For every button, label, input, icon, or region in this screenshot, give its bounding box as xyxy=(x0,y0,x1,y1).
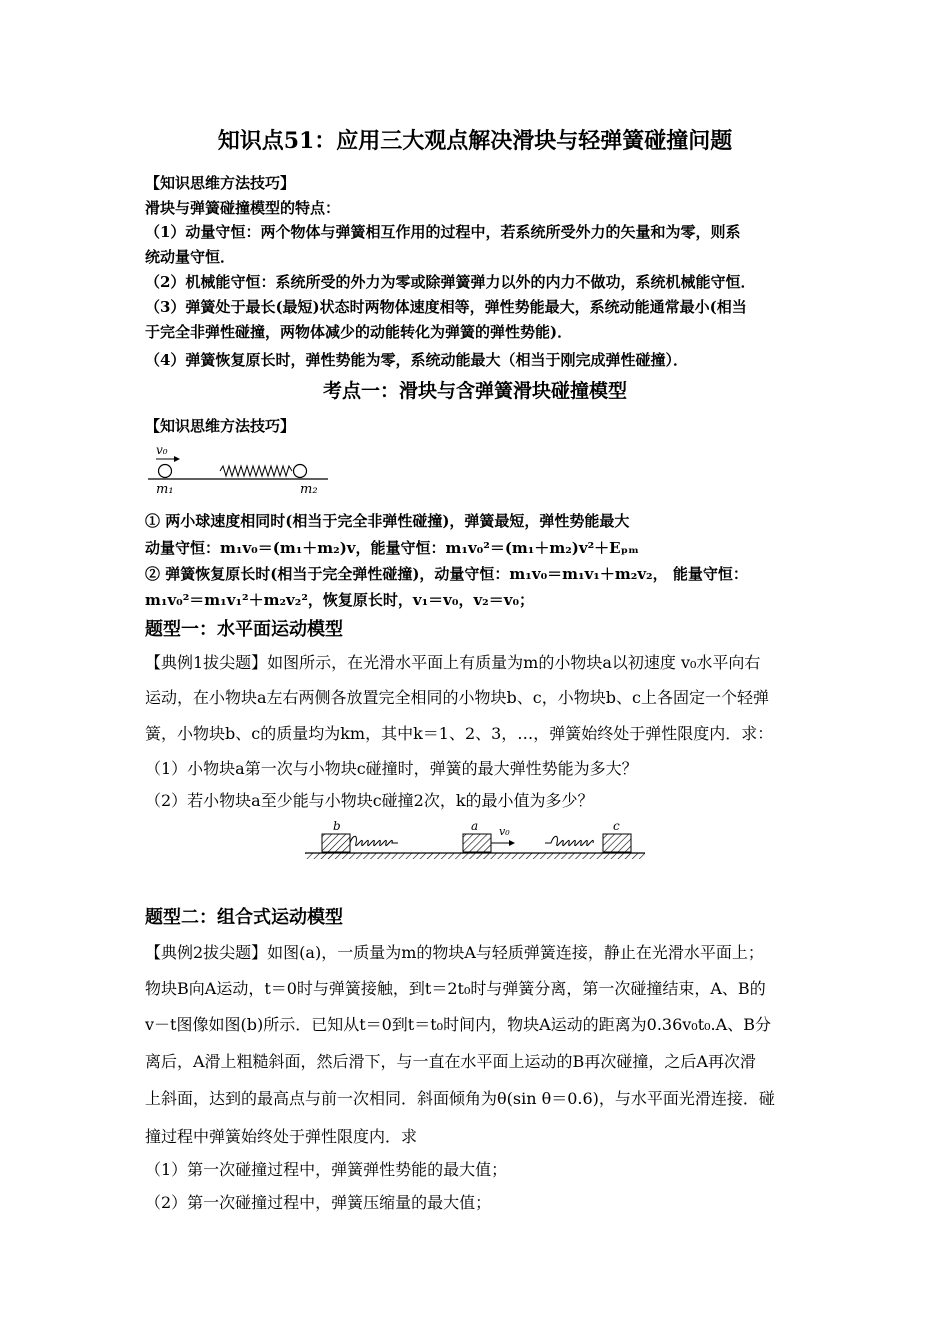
spring-b xyxy=(350,836,398,845)
intro-line: 于完全非弹性碰撞，两物体减少的动能转化为弹簧的弹性势能)． xyxy=(145,323,573,341)
velocity-arrowhead-a xyxy=(509,840,515,846)
example2-line: 物块B向A运动，t＝0时与弹簧接触，到t＝2t₀时与弹簧分离，第一次碰撞结束，A、B的 xyxy=(145,979,766,998)
label-a: a xyxy=(471,819,479,833)
method-tag: 【知识思维方法技巧】 xyxy=(145,174,296,192)
intro-line: 滑块与弹簧碰撞模型的特点： xyxy=(145,199,341,217)
example2-question: （2）第一次碰撞过程中，弹簧压缩量的最大值； xyxy=(145,1193,492,1212)
example1-line: 簧，小物块b、c的质量均为km，其中k＝1、2、3，…，弹簧始终处于弹性限度内．求： xyxy=(145,724,774,743)
sec1-line: ② 弹簧恢复原长时(相当于完全弹性碰撞)，动量守恒：m₁v₀＝m₁v₁＋m₂v₂， 能量守恒： xyxy=(145,565,748,583)
spring xyxy=(220,466,292,476)
spring-c xyxy=(545,836,593,845)
example1-question: （2）若小物块a至少能与小物块c碰撞2次，k的最小值为多少？ xyxy=(145,791,594,810)
intro-line: 统动量守恒． xyxy=(145,248,236,266)
label-c: c xyxy=(613,819,620,833)
label-m2: m₂ xyxy=(300,482,318,497)
sec1-line: 动量守恒：m₁v₀＝(m₁＋m₂)v，能量守恒：m₁v₀²＝(m₁＋m₂)v²＋Eₚₘ xyxy=(145,539,640,557)
sec1-line: m₁v₀²＝m₁v₁²＋m₂v₂²，恢复原长时，v₁＝v₀，v₂＝v₀； xyxy=(145,591,535,609)
velocity-label-a: v₀ xyxy=(499,825,510,838)
example2-line: v－t图像如图(b)所示．已知从t＝0到t＝t₀时间内，物块A运动的距离为0.36v₀t₀.A、B分 xyxy=(145,1015,771,1034)
velocity-label: v₀ xyxy=(156,443,168,457)
intro-line: （2）机械能守恒：系统所受的外力为零或除弹簧弹力以外的内力不做功，系统机械能守恒． xyxy=(145,273,756,291)
label-b: b xyxy=(333,819,341,833)
ground-hatch xyxy=(305,853,645,859)
block-c xyxy=(603,834,631,852)
ball-m1 xyxy=(159,465,172,478)
intro-line: （1）动量守恒：两个物体与弹簧相互作用的过程中，若系统所受外力的矢量和为零，则系 xyxy=(145,223,741,241)
section-heading: 考点一：滑块与含弹簧滑块碰撞模型 xyxy=(322,380,627,402)
three-block-figure xyxy=(305,818,647,868)
type2-heading: 题型二：组合式运动模型 xyxy=(145,907,343,928)
intro-line: （3）弹簧处于最长(最短)状态时两物体速度相等，弹性势能最大，系统动能通常最小(相当 xyxy=(145,298,747,316)
example2-line: 撞过程中弹簧始终处于弹性限度内．求 xyxy=(145,1127,418,1146)
intro-line: （4）弹簧恢复原长时，弹性势能为零，系统动能最大（相当于刚完成弹性碰撞）． xyxy=(145,351,688,369)
ball-m2 xyxy=(294,465,307,478)
block-a xyxy=(463,834,491,852)
example2-line: 上斜面，达到的最高点与前一次相同．斜面倾角为θ(sin θ＝0.6)，与水平面光滑连接．碰 xyxy=(145,1089,775,1108)
label-m1: m₁ xyxy=(156,482,174,497)
page-title: 知识点51：应用三大观点解决滑块与轻弹簧碰撞问题 xyxy=(217,128,733,154)
sec1-line: ① 两小球速度相同时(相当于完全非弹性碰撞)，弹簧最短，弹性势能最大 xyxy=(145,512,630,530)
method-tag: 【知识思维方法技巧】 xyxy=(145,417,296,435)
example2-line: 【典例2拔尖题】如图(a)，一质量为m的物块A与轻质弹簧连接，静止在光滑水平面上； xyxy=(145,943,764,962)
type1-heading: 题型一：水平面运动模型 xyxy=(145,619,343,640)
block-b xyxy=(322,834,350,852)
example1-line: 【典例1拔尖题】如图所示，在光滑水平面上有质量为m的小物块a以初速度 v₀水平向右 xyxy=(145,653,761,672)
two-ball-spring-figure xyxy=(148,442,333,500)
example1-question: （1）小物块a第一次与小物块c碰撞时，弹簧的最大弹性势能为多大？ xyxy=(145,759,638,778)
velocity-arrowhead xyxy=(174,456,180,462)
example2-question: （1）第一次碰撞过程中，弹簧弹性势能的最大值； xyxy=(145,1160,508,1179)
example1-line: 运动，在小物块a左右两侧各放置完全相同的小物块b、c，小物块b、c上各固定一个轻弹 xyxy=(145,688,769,707)
example2-line: 离后，A滑上粗糙斜面，然后滑下，与一直在水平面上运动的B再次碰撞，之后A再次滑 xyxy=(145,1052,756,1071)
